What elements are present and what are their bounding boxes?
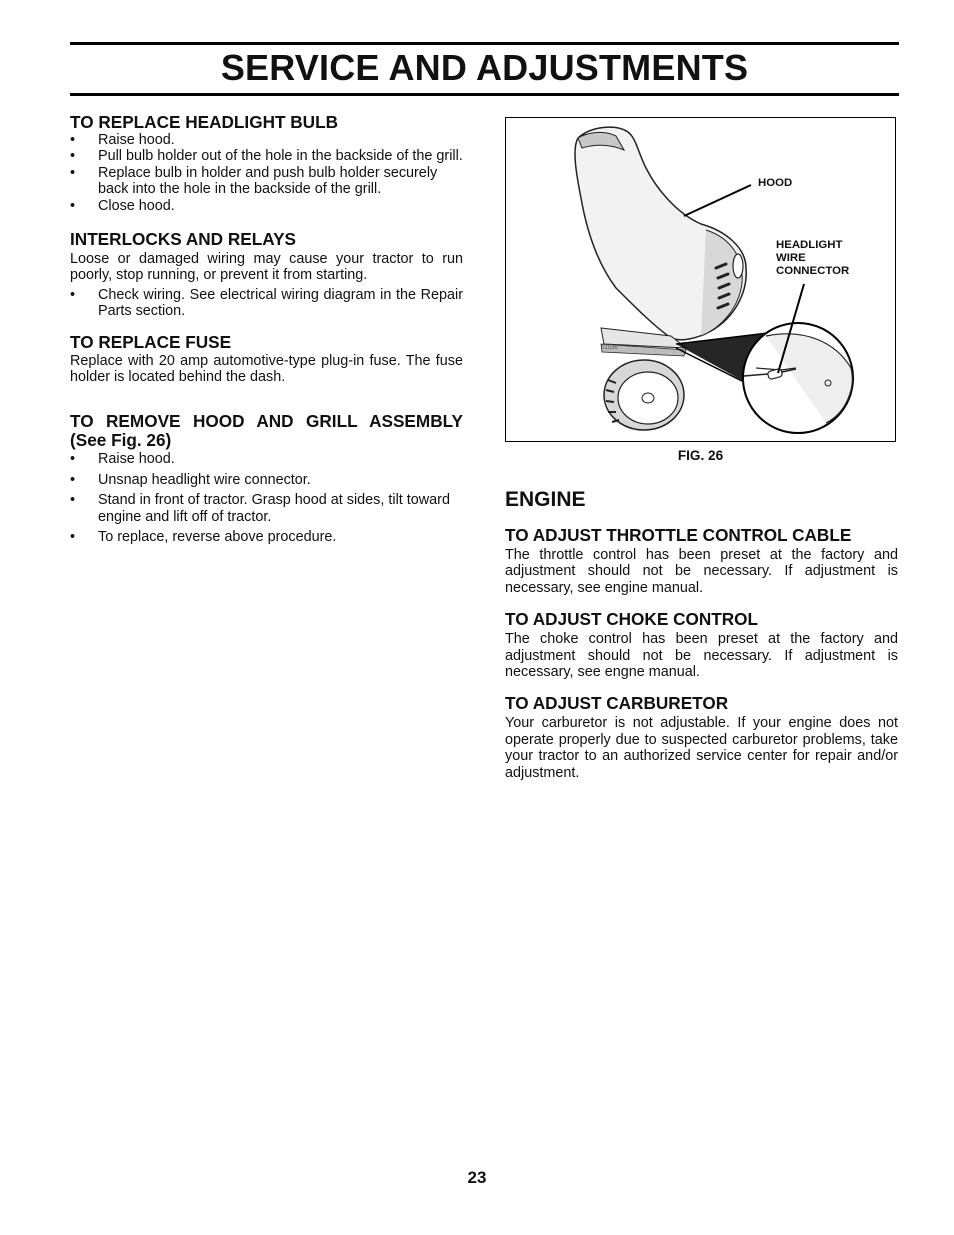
- fuse-section: [70, 333, 463, 386]
- hood-section: [70, 412, 463, 545]
- interlocks-heading: INTERLOCKS AND RELAYS: [70, 229, 297, 250]
- connector-label-line-1: HEADLIGHT: [776, 239, 843, 251]
- list-item: • Pull bulb holder out of the hole in the backside of the grill.: [70, 148, 463, 164]
- list-item: • To replace, reverse above procedure.: [70, 529, 463, 545]
- list-item: • Replace bulb in holder and push bulb holder securely back into the hole in the backside of the grill.: [70, 165, 463, 198]
- title-rule-top: [70, 42, 899, 45]
- list-item: • Raise hood.: [70, 451, 463, 467]
- connector-label-line-2: WIRE: [776, 252, 806, 264]
- list-item: • Check wiring. See electrical wiring diagram in the Repair Parts section.: [70, 287, 463, 320]
- throttle-section: [505, 526, 898, 596]
- page-title: SERVICE AND ADJUSTMENTS: [220, 47, 749, 88]
- figure-26: [505, 117, 896, 442]
- connector-label-line-3: CONNECTOR: [776, 265, 850, 277]
- choke-heading: TO ADJUST CHOKE CONTROL: [505, 609, 759, 630]
- headlight-section: [70, 113, 463, 214]
- interlocks-steps: [70, 287, 463, 320]
- page-number: 23: [467, 1168, 487, 1187]
- hood-label: HOOD: [758, 177, 793, 189]
- hood-illustration: [506, 118, 897, 443]
- headlight-steps: [70, 132, 463, 214]
- throttle-body: The throttle control has been preset at the factory and adjustment should not be necessary. If adjustment is necessary, see engine manual.: [505, 547, 898, 596]
- list-item: • Stand in front of tractor. Grasp hood at sides, tilt toward engine and lift off of tractor.: [70, 492, 463, 525]
- part-code: 01536: [601, 345, 618, 351]
- list-item: • Unsnap headlight wire connector.: [70, 472, 463, 488]
- list-item: • Raise hood.: [70, 132, 463, 148]
- engine-heading: ENGINE: [505, 488, 586, 511]
- headlight-heading: TO REPLACE HEADLIGHT BULB: [70, 112, 339, 132]
- hood-steps: [70, 451, 463, 545]
- figure-caption: FIG. 26: [677, 448, 724, 463]
- throttle-heading: TO ADJUST THROTTLE CONTROL CABLE: [505, 525, 852, 545]
- carburetor-body: Your carburetor is not adjustable. If your engine does not operate properly due to suspected carburetor problems, take your tractor to an authorized service center for repair and/or adjustment.: [505, 715, 898, 781]
- carburetor-section: [505, 694, 898, 781]
- interlocks-body: Loose or damaged wiring may cause your tractor to run poorly, stop running, or prevent it from starting.: [70, 251, 463, 284]
- carburetor-heading: TO ADJUST CARBURETOR: [505, 693, 729, 714]
- choke-section: [505, 610, 898, 680]
- hood-heading: TO REMOVE HOOD AND GRILL ASSEMBLY (See Fig. 26): [70, 411, 463, 451]
- right-column: [505, 488, 898, 794]
- choke-body: The choke control has been preset at the factory and adjustment should not be necessary. If adjustment is necessary, see engne manual.: [505, 631, 898, 681]
- list-item: • Close hood.: [70, 198, 463, 214]
- interlocks-section: [70, 230, 463, 320]
- left-column: [70, 113, 463, 559]
- title-rule-bottom: [70, 93, 899, 96]
- fuse-heading: TO REPLACE FUSE: [70, 331, 232, 352]
- fuse-body: Replace with 20 amp automotive-type plug-in fuse. The fuse holder is located behind the dash.: [70, 352, 463, 386]
